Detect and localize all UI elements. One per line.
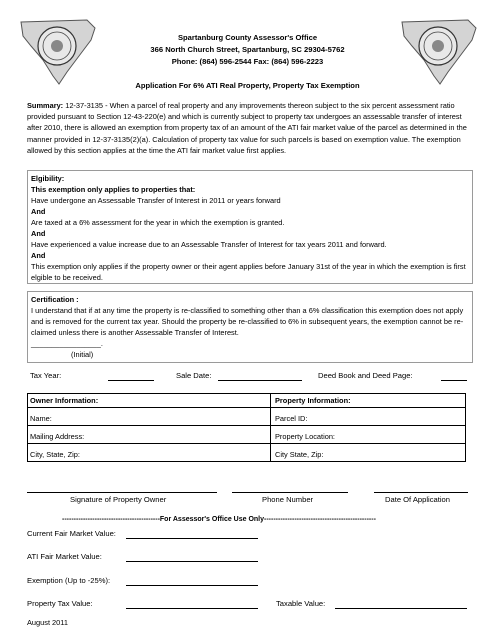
application-date-field[interactable] xyxy=(374,492,468,493)
summary-paragraph xyxy=(27,100,473,156)
form-title: Application For 6% ATI Real Property, Property Tax Exemption xyxy=(135,81,360,90)
office-address: 366 North Church Street, Spartanburg, SC 29304-5762 xyxy=(150,45,345,54)
eligibility-and-3: And xyxy=(31,251,46,260)
summary-label: Summary: xyxy=(27,101,64,110)
exemption-field[interactable] xyxy=(126,585,258,586)
eligibility-item-2: Are taxed at a 6% assessment for the year in which the exemption is granted. xyxy=(31,218,285,227)
deed-book-label: Deed Book and Deed Page: xyxy=(318,371,413,380)
phone-number-field[interactable] xyxy=(232,492,348,493)
current-fmv-field[interactable] xyxy=(126,538,258,539)
form-date: August 2011 xyxy=(27,618,68,627)
eligibility-box xyxy=(27,170,473,284)
parcel-id-field[interactable]: Parcel ID: xyxy=(275,414,308,423)
eligibility-and-1: And xyxy=(31,207,46,216)
eligibility-item-3: Have experienced a value increase due to an Assessable Transfer of Interest for tax years 2011 and forward. xyxy=(31,240,387,249)
eligibility-item-1: Have undergone an Assessable Transfer of Interest in 2011 or years forward xyxy=(31,196,281,205)
summary-text: 12-37-3135 - When a parcel of real property and any improvements thereon subject to the six percent assessment ratio provided pursuant to Section 12-43-220(e) and which is currently subject to property tax undergoes an assessable transfer of interest after 2010, there is allowed an exemption from property tax of an amount of the ATI fair market value of the parcel as determined in the manner provided in 12-37-3135(2)(a). Calculation of property tax value for such parcels is based on exemption value. The exemption allowed by this section applies at the time the ATI fair market value first applies. xyxy=(27,101,467,155)
taxable-value-label: Taxable Value: xyxy=(276,599,326,608)
property-city-field[interactable]: City State, Zip: xyxy=(275,450,324,459)
eligibility-and-2: And xyxy=(31,229,46,238)
owner-signature-field[interactable] xyxy=(27,492,217,493)
tax-year-label: Tax Year: xyxy=(30,371,62,380)
office-phone-fax: Phone: (864) 596-2544 Fax: (864) 596-2223 xyxy=(171,57,324,66)
owner-signature-label: Signature of Property Owner xyxy=(70,495,167,504)
sale-date-field[interactable] xyxy=(218,380,302,381)
office-use-header: ------------------------------------------For Assessor's Office Use Only------------------------------------------------ xyxy=(62,516,376,523)
owner-city-field[interactable]: City, State, Zip: xyxy=(30,450,80,459)
phone-number-label: Phone Number xyxy=(262,495,314,504)
certification-box xyxy=(27,291,473,363)
initial-line[interactable]: _________________. xyxy=(31,339,103,348)
certification-text: I understand that if at any time the property is re-classified to something other than a 6% classification this exemption does not apply and is removed for the current tax year. Should the property be re-classified to 6% in subsequent years, the exemption cannot be re-claimed unless there is another Assessable Transfer of Interest. xyxy=(31,306,464,337)
owner-property-table xyxy=(27,393,466,462)
eligibility-item-4: This exemption only applies if the property owner or their agent applies before January 31st of the year in which the exemption is first elgible to be received. xyxy=(31,262,466,282)
sale-date-label: Sale Date: xyxy=(176,371,212,380)
taxable-value-field[interactable] xyxy=(335,608,467,609)
owner-info-title: Owner Information: xyxy=(30,396,99,405)
property-location-field[interactable]: Property Location: xyxy=(275,432,335,441)
exemption-label: Exemption (Up to -25%): xyxy=(27,576,111,585)
property-info-title: Property Information: xyxy=(275,396,351,405)
ati-fmv-field[interactable] xyxy=(126,561,258,562)
current-fmv-label: Current Fair Market Value: xyxy=(27,529,116,538)
eligibility-subtitle: This exemption only applies to properties that: xyxy=(31,185,196,194)
property-tax-value-label: Property Tax Value: xyxy=(27,599,93,608)
tax-year-field[interactable] xyxy=(108,380,154,381)
initial-label: (Initial) xyxy=(71,350,94,359)
certification-title: Certification : xyxy=(31,295,79,304)
deed-book-field[interactable] xyxy=(441,380,467,381)
ati-fmv-label: ATI Fair Market Value: xyxy=(27,552,102,561)
eligibility-title: Elgibility: xyxy=(31,174,65,183)
property-tax-value-field[interactable] xyxy=(126,608,258,609)
owner-mailing-field[interactable]: Mailing Address: xyxy=(30,432,85,441)
application-date-label: Date Of Application xyxy=(385,495,451,504)
office-name: Spartanburg County Assessor's Office xyxy=(177,33,318,42)
owner-name-field[interactable]: Name: xyxy=(30,414,52,423)
